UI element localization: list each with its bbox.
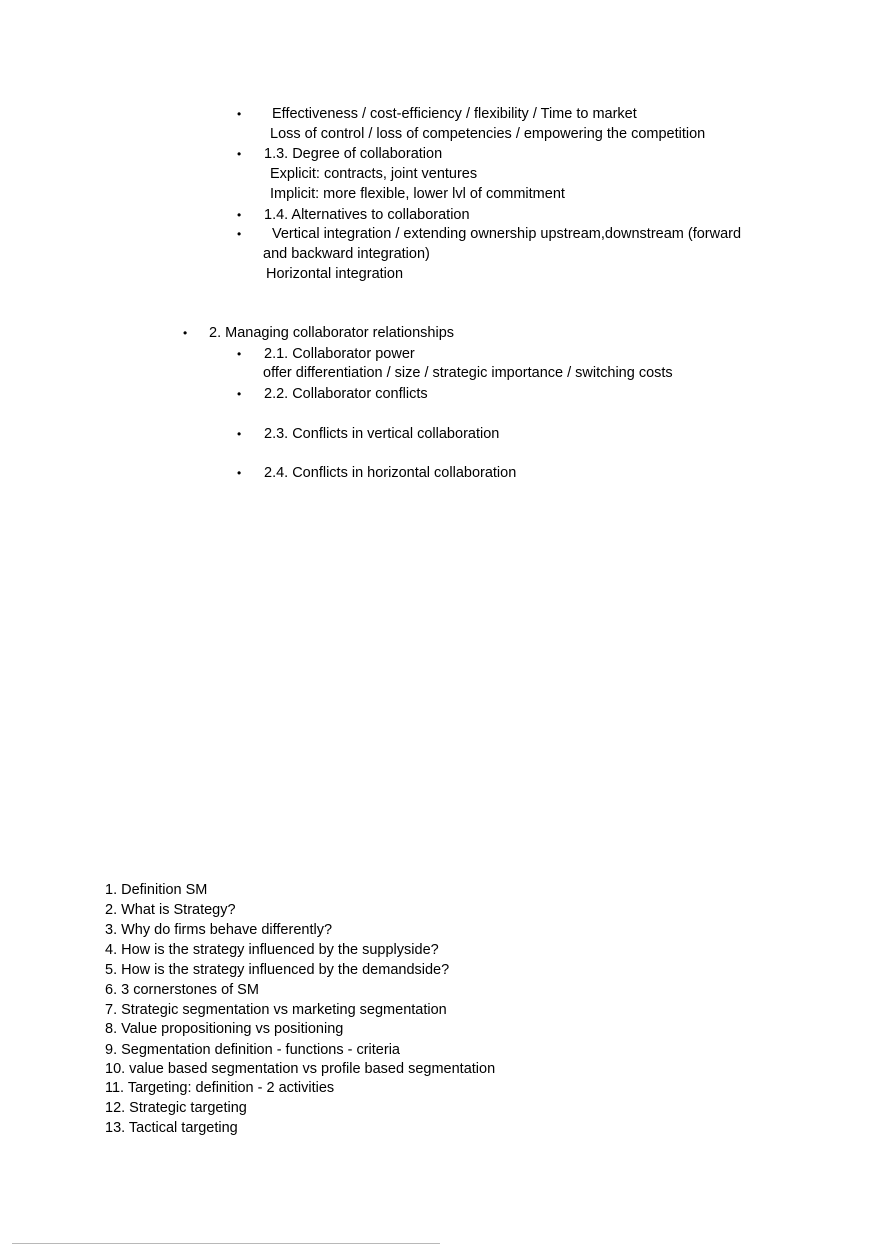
outline-heading: 1.3. Degree of collaboration — [264, 146, 443, 162]
outline-heading: 2.2. Collaborator conflicts — [264, 386, 428, 402]
question-item: 8. Value propositioning vs positioning — [105, 1021, 344, 1037]
outline-heading: 2.4. Conflicts in horizontal collaboration — [264, 465, 517, 481]
bullet-icon: • — [237, 208, 242, 222]
outline-line: Loss of control / loss of competencies / empowering the competition — [270, 126, 706, 142]
outline-heading: 2.3. Conflicts in vertical collaboration — [264, 426, 500, 442]
bullet-icon: • — [237, 466, 242, 480]
outline-section-heading: 2. Managing collaborator relationships — [209, 325, 455, 341]
bullet-icon: • — [237, 147, 242, 161]
question-item: 9. Segmentation definition - functions - criteria — [105, 1042, 400, 1058]
question-item: 10. value based segmentation vs profile based segmentation — [105, 1061, 496, 1077]
question-item: 4. How is the strategy influenced by the supplyside? — [105, 942, 439, 958]
question-item: 3. Why do firms behave differently? — [105, 922, 333, 938]
outline-line: Horizontal integration — [266, 266, 404, 282]
outline-line: Implicit: more flexible, lower lvl of commitment — [270, 186, 565, 202]
outline-line: Vertical integration / extending ownership upstream,downstream (forward — [272, 226, 742, 242]
bullet-icon: • — [237, 347, 242, 361]
footer-divider — [12, 1243, 440, 1244]
outline-heading: 1.4. Alternatives to collaboration — [264, 207, 470, 223]
bullet-icon: • — [183, 326, 188, 340]
question-item: 6. 3 cornerstones of SM — [105, 982, 259, 998]
outline-line: and backward integration) — [263, 246, 430, 262]
bullet-icon: • — [237, 427, 242, 441]
question-item: 11. Targeting: definition - 2 activities — [105, 1080, 335, 1096]
bullet-icon: • — [237, 387, 242, 401]
outline-line: Explicit: contracts, joint ventures — [270, 166, 478, 182]
bullet-icon: • — [237, 227, 242, 241]
outline-line: Effectiveness / cost-efﬁciency / flexibility / Time to market — [272, 106, 637, 122]
question-item: 13. Tactical targeting — [105, 1120, 238, 1136]
question-item: 1. Definition SM — [105, 882, 208, 898]
question-item: 5. How is the strategy influenced by the demandside? — [105, 962, 450, 978]
question-item: 7. Strategic segmentation vs marketing segmentation — [105, 1002, 447, 1018]
question-item: 12. Strategic targeting — [105, 1100, 247, 1116]
outline-heading: 2.1. Collaborator power — [264, 346, 415, 362]
outline-line: offer differentiation / size / strategic importance / switching costs — [263, 365, 673, 381]
bullet-icon: • — [237, 107, 242, 121]
question-item: 2. What is Strategy? — [105, 902, 236, 918]
